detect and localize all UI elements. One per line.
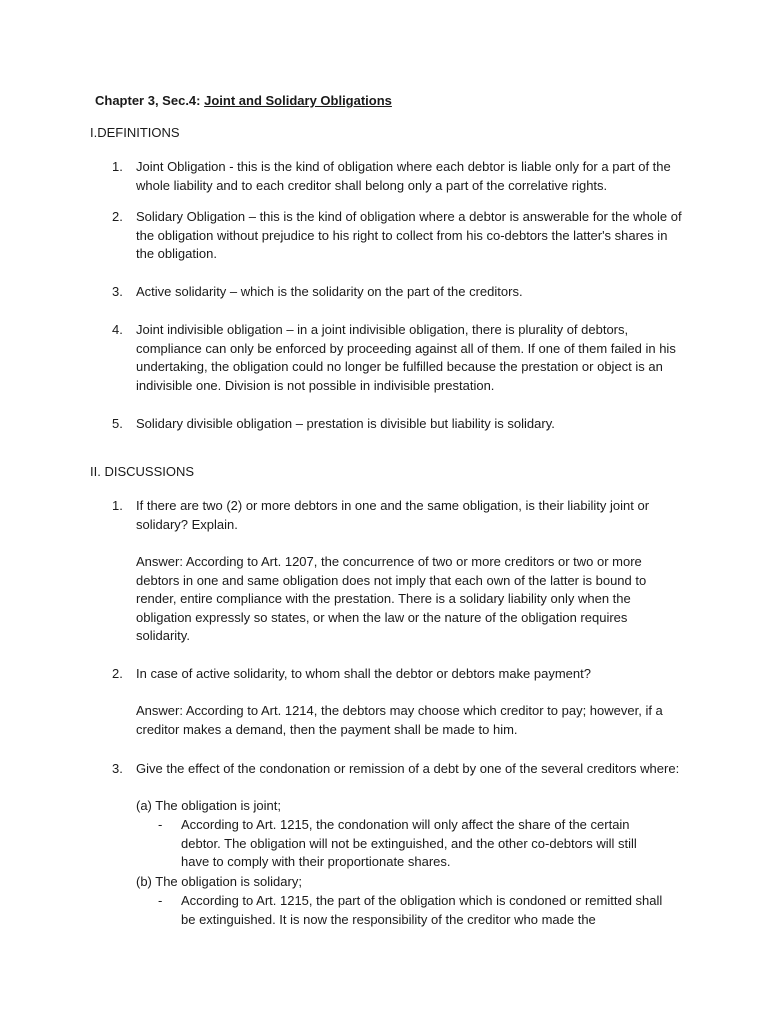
item-number: 4.: [112, 322, 123, 337]
sub-answer-text: According to Art. 1215, the condonation will only affect the share of the certain debtor. The obligation will not be extinguished, and the other co-debtors will still have to comply with their proportionate shares.: [181, 817, 637, 870]
answer-text: Answer: According to Art. 1207, the concurrence of two or more creditors or two or more debtors in one and same obligation does not imply that each own of the latter is bound to render, entire compliance with the prestation. There is a solidary liability only when the obligation expressly so states, or when the law or the nature of the obligation requires solidarity.: [136, 554, 647, 644]
sub-item-label: (a) The obligation is joint;: [136, 798, 282, 813]
item-number: 3.: [112, 761, 123, 776]
item-text: Solidary divisible obligation – prestation is divisible but liability is solidary.: [136, 416, 555, 431]
dash-bullet: -: [158, 893, 163, 908]
sub-item-answer: [158, 892, 668, 929]
answer-text: Answer: According to Art. 1214, the debtors may choose which creditor to pay; however, if a creditor makes a demand, then the payment shall be made to him.: [136, 703, 663, 737]
definition-item: [112, 415, 682, 434]
item-number: 3.: [112, 284, 123, 299]
definition-item: [112, 283, 682, 302]
sub-item-answer: [158, 816, 668, 872]
definitions-heading: I.DEFINITIONS: [90, 125, 180, 140]
item-number: 5.: [112, 416, 123, 431]
discussion-question: [112, 665, 682, 684]
discussion-question: [112, 497, 682, 534]
item-text: Active solidarity – which is the solidarity on the part of the creditors.: [136, 284, 523, 299]
item-number: 2.: [112, 209, 123, 224]
definition-item: [112, 158, 682, 195]
title-prefix: Chapter 3, Sec.4:: [95, 93, 205, 108]
sub-item-label: (b) The obligation is solidary;: [136, 874, 302, 889]
item-number: 1.: [112, 498, 123, 513]
discussion-question: [112, 760, 682, 779]
item-text: Solidary Obligation – this is the kind of obligation where a debtor is answerable for the whole of the obligation without prejudice to his right to collect from his co-debtors the latter's shares in the obligation.: [136, 209, 682, 262]
item-text: Joint Obligation - this is the kind of obligation where each debtor is liable only for a part of the whole liability and to each creditor shall belong only a part of the correlative rights.: [136, 159, 671, 193]
definition-item: [112, 321, 682, 395]
item-text: Joint indivisible obligation – in a joint indivisible obligation, there is plurality of debtors, compliance can only be enforced by proceeding against all of them. If one of them failed in his undertaking, the obligation could no longer be fulfilled because the prestation or object is an indivisible one. Division is not possible in indivisible prestation.: [136, 322, 676, 393]
question-text: Give the effect of the condonation or remission of a debt by one of the several creditors where:: [136, 761, 680, 776]
document-title: [95, 93, 392, 108]
discussions-heading: II. DISCUSSIONS: [90, 464, 195, 479]
question-text: In case of active solidarity, to whom shall the debtor or debtors make payment?: [136, 666, 591, 681]
item-number: 2.: [112, 666, 123, 681]
sub-answer-text: According to Art. 1215, the part of the obligation which is condoned or remitted shall be extinguished. It is now the responsibility of the creditor who made the: [181, 893, 663, 927]
question-text: If there are two (2) or more debtors in one and the same obligation, is their liability joint or solidary? Explain.: [136, 498, 650, 532]
title-main: Joint and Solidary Obligations: [204, 93, 392, 108]
definition-item: [112, 208, 682, 264]
item-number: 1.: [112, 159, 123, 174]
dash-bullet: -: [158, 817, 163, 832]
